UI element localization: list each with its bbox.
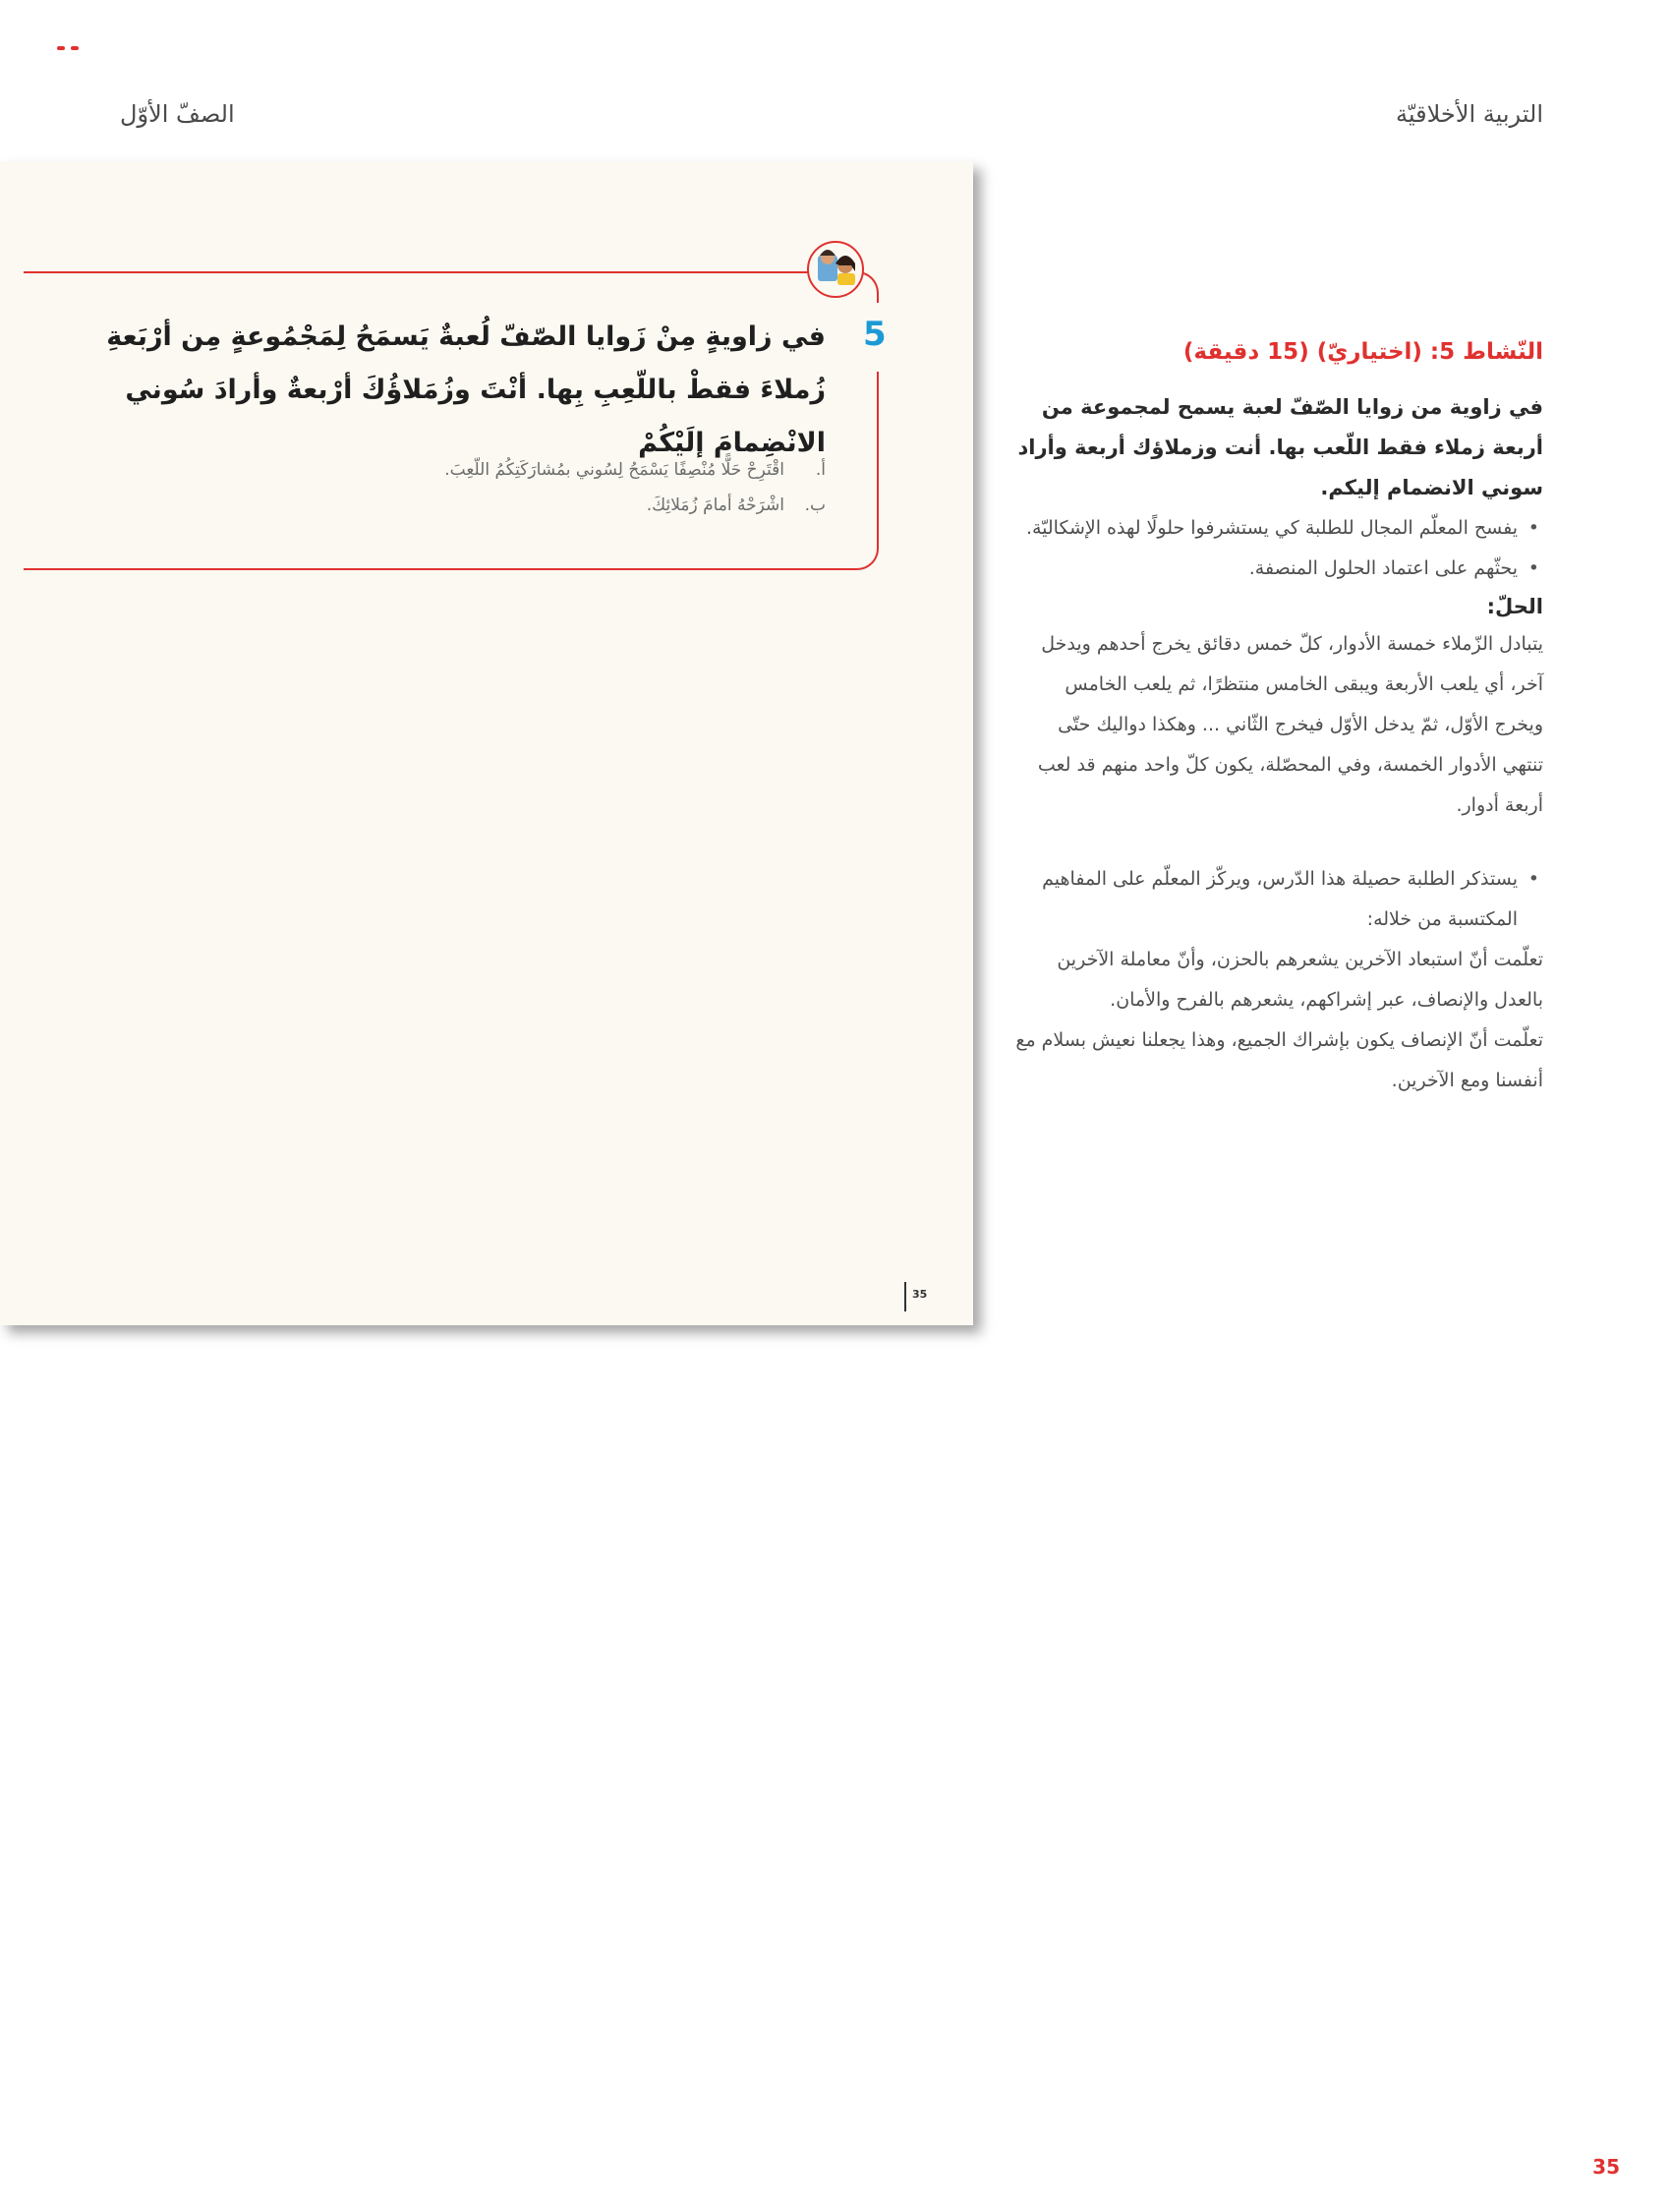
page-number: 35 [1592,2155,1620,2179]
list-item [246,488,826,523]
activity-prompt: في زاويةٍ مِنْ زَوايا الصّفّ لُعبةٌ يَسمَحُ لِمَجْمُوعةٍ مِن أرْبَعةِ زُملاءَ فقطْ باللّعِبِ بِها. أنْتَ وزُمَلاؤُكَ أرْبعةٌ وأرادَ سُوني الانْضِمامَ إلَيْكُمْ [106,321,826,458]
list-marker: ب. [804,495,826,515]
teacher-guide [1012,334,1543,1101]
students-avatar-icon [792,234,879,299]
list-item [246,452,826,488]
learned-paragraph: تعلّمت أنّ استبعاد الآخرين يشعرهم بالحزن، وأنّ معاملة الآخرين بالعدل والإنصاف، عبر إشراكهم، يشعرهم بالفرح والأمان. [1057,949,1543,1011]
solution-text: يتبادل الزّملاء خمسة الأدوار، كلّ خمس دقائق يخرج أحدهم ويدخل آخر، أي يلعب الأربعة ويبقى الخامس منتظرًا، ثم يلعب الخامس ويخرج الأوّل، ثمّ يدخل الأوّل فيخرج الثّاني ... وهكذا دواليك حتّى تنتهي الأدوار الخمسة، وفي المحصّلة، يكون كلّ واحد منهم قد لعب أربعة أدوار. [1037,633,1543,816]
book-page-number: 35 [912,1288,928,1301]
page-number-divider [904,1282,906,1311]
activity-question: في زاوية من زوايا الصّفّ لعبة يسمح لمجموعة من أربعة زملاء فقط اللّعب بها. أنت وزملاؤك أربعة وأراد سوني الانضمام إليكم. [1017,395,1543,499]
guide-bullet: • يستذكر الطلبة حصيلة هذا الدّرس، ويركّز المعلّم على المفاهيم المكتسبة من خلاله: [1012,859,1543,940]
list-item-text: اقْتَرِحْ حَلًّا مُنْصِفًا يَسْمَحُ لِسُوني بمُشارَكَتِكُمُ اللّعِبَ. [444,460,784,480]
activity-title: النّشاط 5: (اختياريّ) (15 دقيقة) [1182,339,1543,365]
learned-paragraph: تعلّمت أنّ الإنصاف يكون بإشراك الجميع، وهذا يجعلنا نعيش بسلام مع أنفسنا ومع الآخرين. [1015,1029,1543,1091]
header-subject: التربية الأخلاقيّة [1396,100,1543,128]
solution-label: الحلّ: [1486,595,1543,618]
list-marker: أ. [815,460,826,480]
top-decoration [57,35,85,41]
student-book-page [0,161,973,1325]
list-item-text: اشْرَحْهُ أمامَ زُمَلائِكَ. [646,495,784,515]
header-grade: الصفّ الأوّل [120,100,235,128]
guide-bullet: • يفسح المعلّم المجال للطلبة كي يستشرفوا حلولًا لهذه الإشكاليّة. [1012,508,1543,549]
guide-bullet: • يحثّهم على اعتماد الحلول المنصفة. [1012,549,1543,589]
activity-number: 5 [863,315,887,354]
activity-sub-items [246,452,826,523]
